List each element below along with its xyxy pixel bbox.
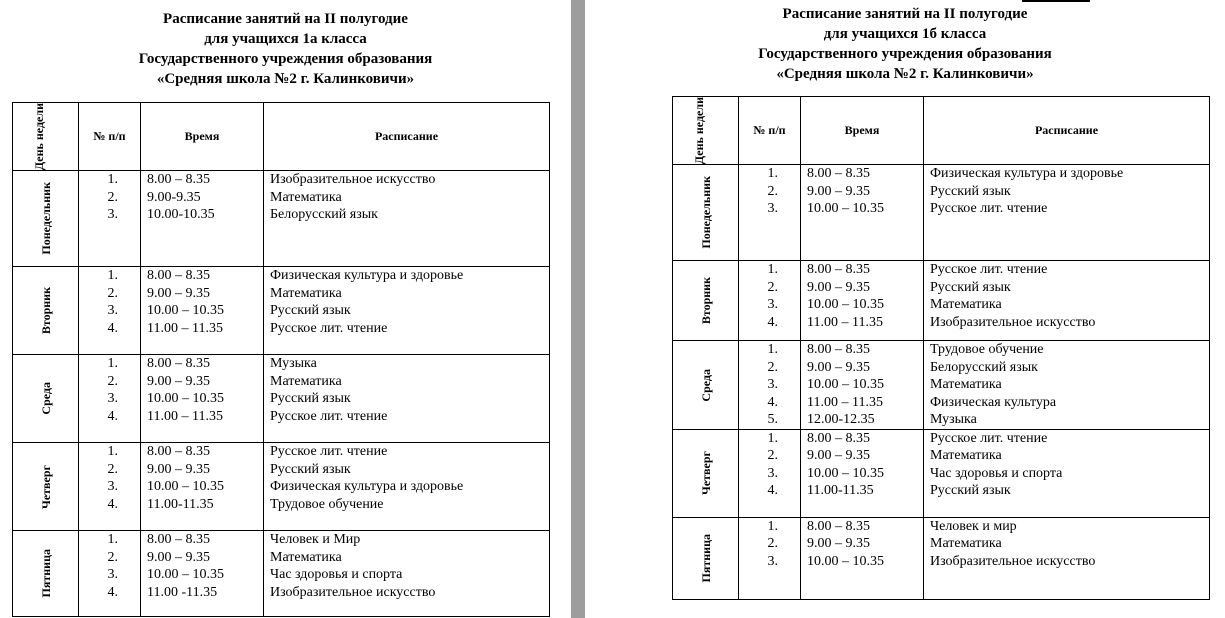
lesson-subject-cell bbox=[264, 171, 550, 267]
lesson-subject-cell bbox=[924, 165, 1210, 261]
lesson-number: 3. bbox=[107, 207, 118, 223]
lesson-subject: Русский язык bbox=[930, 279, 1011, 295]
lesson-time: 8.00 – 8.35 bbox=[807, 518, 870, 534]
table-header-row bbox=[13, 103, 550, 171]
lesson-number: 4. bbox=[107, 408, 118, 424]
lesson-number: 1. bbox=[107, 268, 118, 284]
lesson-time-cell bbox=[141, 355, 264, 443]
lesson-subject: Изобразительное искусство bbox=[270, 584, 436, 600]
lesson-number: 4. bbox=[767, 314, 778, 330]
lesson-time-cell bbox=[801, 261, 924, 341]
lesson-number: 4. bbox=[767, 483, 778, 499]
lesson-number: 3. bbox=[767, 297, 778, 313]
column-header-subject: Расписание bbox=[264, 103, 550, 171]
lesson-number: 1. bbox=[767, 518, 778, 534]
schedule-page-1a bbox=[0, 0, 571, 618]
lesson-number-cell bbox=[739, 429, 801, 517]
day-name: Среда bbox=[38, 382, 53, 415]
lesson-number: 2. bbox=[107, 373, 118, 389]
lesson-subject: Человек и мир bbox=[930, 518, 1017, 534]
lesson-time-cell bbox=[801, 517, 924, 599]
lesson-number-cell bbox=[739, 341, 801, 430]
lesson-number-cell bbox=[79, 443, 141, 531]
day-name: Понедельник bbox=[38, 182, 53, 255]
lesson-time: 9.00 – 9.35 bbox=[147, 373, 210, 389]
header-line: «Средняя школа №2 г. Калинковичи» bbox=[776, 66, 1034, 82]
lesson-subject: Математика bbox=[930, 297, 1002, 313]
header-line: Расписание занятий на II полугодие bbox=[782, 6, 1028, 22]
lesson-time-cell bbox=[801, 429, 924, 517]
lesson-time-cell bbox=[141, 443, 264, 531]
lesson-subject: Русский язык bbox=[270, 303, 351, 319]
lesson-time: 11.00 -11.35 bbox=[147, 584, 218, 600]
lesson-subject: Физическая культура и здоровье bbox=[270, 479, 464, 495]
schedule-header bbox=[585, 4, 1225, 84]
lesson-subject: Изобразительное искусство bbox=[930, 553, 1096, 569]
lesson-subject: Математика bbox=[930, 536, 1002, 552]
table-row bbox=[13, 355, 550, 443]
day-cell bbox=[13, 267, 79, 355]
lesson-time: 11.00 – 11.35 bbox=[807, 314, 883, 330]
lesson-time: 10.00-10.35 bbox=[147, 207, 215, 223]
lesson-number: 3. bbox=[767, 465, 778, 481]
lesson-time: 9.00 – 9.35 bbox=[807, 359, 870, 375]
schedule-table bbox=[12, 102, 550, 617]
lesson-time: 10.00 – 10.35 bbox=[807, 465, 884, 481]
page-divider bbox=[571, 0, 585, 618]
lesson-subject-cell bbox=[924, 429, 1210, 517]
lesson-number: 3. bbox=[107, 391, 118, 407]
table-row bbox=[13, 267, 550, 355]
lesson-number: 4. bbox=[107, 584, 118, 600]
table-row bbox=[13, 443, 550, 531]
lesson-number-cell bbox=[79, 267, 141, 355]
lesson-subject: Час здоровья и спорта bbox=[270, 567, 403, 583]
lesson-subject-cell bbox=[264, 267, 550, 355]
lesson-subject: Изобразительное искусство bbox=[270, 172, 436, 188]
lesson-time: 10.00 – 10.35 bbox=[807, 553, 884, 569]
lesson-number-cell bbox=[79, 531, 141, 617]
lesson-subject: Физическая культура и здоровье bbox=[270, 268, 464, 284]
header-line: «Средняя школа №2 г. Калинковичи» bbox=[156, 71, 415, 87]
lesson-number: 1. bbox=[107, 444, 118, 460]
lesson-subject: Математика bbox=[270, 285, 342, 301]
column-header-num: № п/п bbox=[739, 97, 801, 165]
schedule-page-1b bbox=[585, 0, 1225, 618]
column-header-time: Время bbox=[141, 103, 264, 171]
lesson-number: 3. bbox=[107, 303, 118, 319]
lesson-time: 9.00 – 9.35 bbox=[807, 279, 870, 295]
day-cell bbox=[673, 261, 739, 341]
lesson-time: 8.00 – 8.35 bbox=[807, 166, 870, 182]
lesson-number: 1. bbox=[767, 166, 778, 182]
lesson-number: 4. bbox=[107, 320, 118, 336]
lesson-number: 1. bbox=[107, 172, 118, 188]
day-cell bbox=[13, 171, 79, 267]
header-line: для учащихся 1б класса bbox=[823, 26, 987, 42]
lesson-time: 10.00 – 10.35 bbox=[147, 567, 224, 583]
lesson-subject: Человек и Мир bbox=[270, 532, 361, 548]
lesson-subject: Трудовое обучение bbox=[930, 342, 1044, 358]
lesson-subject-cell bbox=[264, 443, 550, 531]
lesson-number-cell bbox=[739, 517, 801, 599]
lesson-time: 9.00 – 9.35 bbox=[147, 461, 210, 477]
lesson-number: 1. bbox=[767, 262, 778, 278]
schedule-header bbox=[0, 9, 571, 89]
table-row bbox=[673, 517, 1210, 599]
lesson-time: 10.00 – 10.35 bbox=[807, 297, 884, 313]
lesson-subject: Математика bbox=[270, 549, 342, 565]
lesson-number: 2. bbox=[107, 461, 118, 477]
day-name: Четверг bbox=[698, 451, 713, 496]
lesson-number: 2. bbox=[767, 448, 778, 464]
lesson-time: 8.00 – 8.35 bbox=[147, 172, 210, 188]
lesson-time: 11.00 – 11.35 bbox=[147, 320, 223, 336]
table-row bbox=[673, 261, 1210, 341]
day-name: Пятница bbox=[698, 533, 713, 583]
lesson-subject-cell bbox=[264, 355, 550, 443]
lesson-number: 1. bbox=[107, 532, 118, 548]
lesson-time-cell bbox=[801, 165, 924, 261]
day-cell bbox=[673, 341, 739, 430]
lesson-time: 10.00 – 10.35 bbox=[807, 201, 884, 217]
top-rule bbox=[1022, 0, 1090, 2]
header-line: Государственного учреждения образования bbox=[138, 51, 433, 67]
lesson-subject: Белорусский язык bbox=[270, 207, 378, 223]
lesson-number: 2. bbox=[107, 285, 118, 301]
lesson-number: 2. bbox=[107, 189, 118, 205]
lesson-number: 3. bbox=[767, 377, 778, 393]
lesson-subject: Русское лит. чтение bbox=[930, 201, 1048, 217]
day-cell bbox=[13, 355, 79, 443]
lesson-subject: Русский язык bbox=[270, 391, 351, 407]
lesson-subject: Физическая культура и здоровье bbox=[930, 166, 1124, 182]
lesson-time: 11.00-11.35 bbox=[807, 483, 874, 499]
day-name: Вторник bbox=[698, 277, 713, 325]
table-row bbox=[673, 341, 1210, 430]
lesson-time: 9.00 – 9.35 bbox=[807, 536, 870, 552]
day-name: Вторник bbox=[38, 287, 53, 335]
lesson-subject: Русское лит. чтение bbox=[930, 262, 1048, 278]
lesson-time: 10.00 – 10.35 bbox=[807, 377, 884, 393]
lesson-number: 2. bbox=[767, 183, 778, 199]
lesson-subject-cell bbox=[924, 517, 1210, 599]
header-line: для учащихся 1а класса bbox=[204, 31, 367, 47]
column-header-day: День недели bbox=[13, 103, 79, 171]
header-line: Государственного учреждения образования bbox=[758, 46, 1052, 62]
lesson-subject-cell bbox=[264, 531, 550, 617]
schedule-table bbox=[672, 96, 1210, 600]
table-row bbox=[13, 171, 550, 267]
lesson-time: 8.00 – 8.35 bbox=[147, 532, 210, 548]
column-header-subject: Расписание bbox=[924, 97, 1210, 165]
lesson-subject: Математика bbox=[270, 373, 342, 389]
lesson-number-cell bbox=[739, 261, 801, 341]
lesson-time-cell bbox=[801, 341, 924, 430]
lesson-number: 4. bbox=[767, 394, 778, 410]
day-name: Понедельник bbox=[698, 176, 713, 249]
lesson-time: 11.00 – 11.35 bbox=[147, 408, 223, 424]
lesson-time-cell bbox=[141, 171, 264, 267]
lesson-time: 8.00 – 8.35 bbox=[807, 262, 870, 278]
lesson-time: 11.00-11.35 bbox=[147, 496, 214, 512]
lesson-subject: Музыка bbox=[270, 356, 317, 372]
table-row bbox=[673, 165, 1210, 261]
lesson-subject: Русское лит. чтение bbox=[270, 408, 388, 424]
lesson-number: 3. bbox=[107, 567, 118, 583]
lesson-number: 1. bbox=[767, 430, 778, 446]
lesson-subject: Час здоровья и спорта bbox=[930, 465, 1063, 481]
lesson-time: 8.00 – 8.35 bbox=[807, 342, 870, 358]
lesson-subject: Белорусский язык bbox=[930, 359, 1038, 375]
lesson-number: 2. bbox=[767, 279, 778, 295]
table-row bbox=[13, 531, 550, 617]
lesson-subject-cell bbox=[924, 261, 1210, 341]
table-row bbox=[673, 429, 1210, 517]
lesson-subject: Русский язык bbox=[930, 183, 1011, 199]
lesson-number: 5. bbox=[767, 412, 778, 428]
lesson-number: 1. bbox=[767, 342, 778, 358]
lesson-subject: Трудовое обучение bbox=[270, 496, 384, 512]
lesson-time: 11.00 – 11.35 bbox=[807, 394, 883, 410]
day-cell bbox=[673, 517, 739, 599]
column-header-time: Время bbox=[801, 97, 924, 165]
lesson-number-cell bbox=[739, 165, 801, 261]
day-cell bbox=[673, 165, 739, 261]
lesson-time: 8.00 – 8.35 bbox=[147, 356, 210, 372]
lesson-number: 1. bbox=[107, 356, 118, 372]
lesson-subject: Физическая культура bbox=[930, 394, 1057, 410]
lesson-number: 4. bbox=[107, 496, 118, 512]
lesson-subject-cell bbox=[924, 341, 1210, 430]
lesson-time: 10.00 – 10.35 bbox=[147, 479, 224, 495]
lesson-time: 10.00 – 10.35 bbox=[147, 391, 224, 407]
lesson-time: 9.00 – 9.35 bbox=[807, 183, 870, 199]
lesson-subject: Русское лит. чтение bbox=[270, 444, 388, 460]
lesson-time: 9.00-9.35 bbox=[147, 189, 201, 205]
lesson-subject: Русский язык bbox=[270, 461, 351, 477]
header-line: Расписание занятий на II полугодие bbox=[163, 11, 408, 27]
lesson-number: 3. bbox=[107, 479, 118, 495]
lesson-number: 2. bbox=[767, 359, 778, 375]
lesson-subject: Математика bbox=[930, 377, 1002, 393]
lesson-number-cell bbox=[79, 355, 141, 443]
lesson-time: 10.00 – 10.35 bbox=[147, 303, 224, 319]
lesson-time: 8.00 – 8.35 bbox=[147, 444, 210, 460]
lesson-subject: Русское лит. чтение bbox=[270, 320, 388, 336]
lesson-number: 3. bbox=[767, 553, 778, 569]
lesson-time-cell bbox=[141, 531, 264, 617]
lesson-time: 8.00 – 8.35 bbox=[147, 268, 210, 284]
lesson-subject: Математика bbox=[930, 448, 1002, 464]
lesson-subject: Изобразительное искусство bbox=[930, 314, 1096, 330]
lesson-time: 8.00 – 8.35 bbox=[807, 430, 870, 446]
lesson-subject: Русский язык bbox=[930, 483, 1011, 499]
day-name: Среда bbox=[698, 368, 713, 402]
day-name: Пятница bbox=[38, 549, 53, 598]
lesson-number: 2. bbox=[107, 549, 118, 565]
lesson-number: 3. bbox=[767, 201, 778, 217]
day-name: Четверг bbox=[38, 464, 53, 509]
lesson-number: 2. bbox=[767, 536, 778, 552]
day-cell bbox=[13, 531, 79, 617]
lesson-time: 9.00 – 9.35 bbox=[147, 549, 210, 565]
lesson-time: 9.00 – 9.35 bbox=[147, 285, 210, 301]
lesson-subject: Математика bbox=[270, 189, 342, 205]
lesson-subject: Русское лит. чтение bbox=[930, 430, 1048, 446]
lesson-subject: Музыка bbox=[930, 412, 977, 428]
lesson-number-cell bbox=[79, 171, 141, 267]
lesson-time-cell bbox=[141, 267, 264, 355]
column-header-num: № п/п bbox=[79, 103, 141, 171]
lesson-time: 9.00 – 9.35 bbox=[807, 448, 870, 464]
column-header-day: День недели bbox=[673, 97, 739, 165]
table-header-row bbox=[673, 97, 1210, 165]
lesson-time: 12.00-12.35 bbox=[807, 412, 875, 428]
day-cell bbox=[673, 429, 739, 517]
day-cell bbox=[13, 443, 79, 531]
